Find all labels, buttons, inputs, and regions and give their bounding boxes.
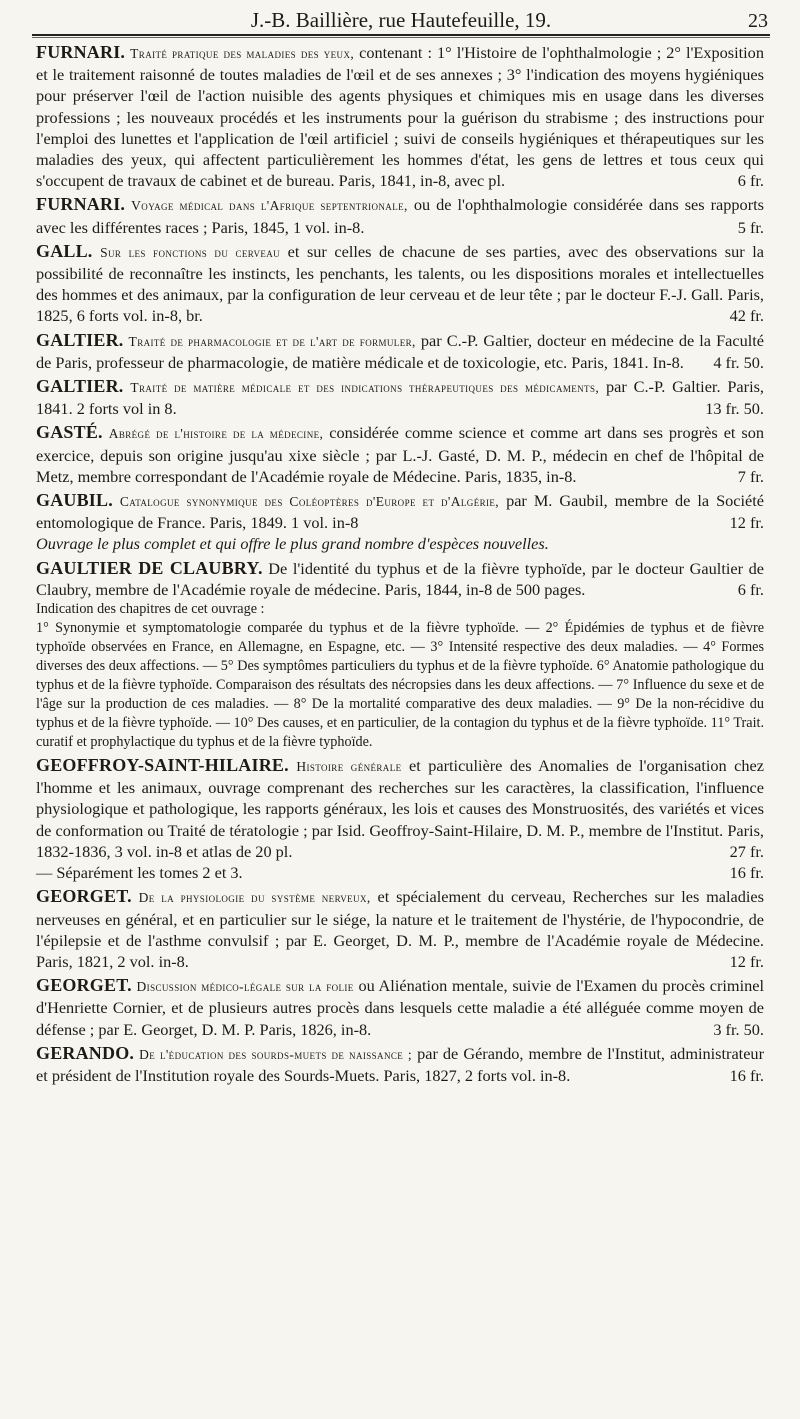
entry-author: GASTÉ. — [36, 422, 103, 443]
entry-author: GALL. — [36, 240, 93, 261]
entry-title: Voyage médical dans l'Afrique septentrionale, — [131, 198, 408, 214]
catalogue-entry — [36, 975, 764, 1040]
catalogue-entry — [36, 755, 764, 883]
entry-author: GAUBIL. — [36, 490, 113, 511]
entry-text: considérée comme science et comme art dans ses progrès et son exercice, depuis son origine jusqu'au xixe siècle ; par L.-J. Gasté, D. M. P., médecin en chef de l'hôpital de Metz, membre correspondant de l'Académie royale de Médecine. Paris, 1835, in-8. — [36, 423, 765, 486]
catalogue-entry — [36, 1043, 764, 1086]
entry-title: Traité de pharmacologie et de l'art de formuler, — [128, 333, 416, 349]
entry-price: 6 fr. — [737, 579, 764, 599]
entry-price: 16 fr. — [729, 1065, 764, 1085]
entry-remark: Ouvrage le plus complet et qui offre le plus grand nombre d'espèces nouvelles. — [36, 534, 549, 554]
note-heading: Indication des chapitres de cet ouvrage : — [36, 601, 265, 618]
publisher-line: J.-B. Baillière, rue Hautefeuille, 19. — [250, 7, 552, 32]
entry-author: GEORGET. — [36, 886, 132, 907]
note-body: 1° Synonymie et symptomatologie comparée du typhus et de la fièvre typhoïde. — 2° Épidémies de typhus et de fièvre typhoïde observées en France, en Allemagne, en Espagne, etc. — 3° Intensité respective des deux maladies. — 4° Formes diverses des deux affections. — 5° Des symptômes particuliers du typhus et de la fièvre typhoïde. 6° Anatomie pathologique du typhus et de la fièvre typhoïde. Comparaison des résultats des nécropsies dans les deux affections. — 7° Influence du sexe et de l'âge sur la production de ces maladies. — 8° De la mortalité comparative des deux maladies. — 9° De la non-récidive du typhus et de la fièvre typhoïde. — 10° Des causes, et en particulier, de la contagion du typhus et de la fièvre typhoïde. 11° Trait. curatif et prophylactique du typhus et de la fièvre typhoïde. — [36, 620, 764, 751]
catalogue-entry — [36, 330, 764, 373]
page-number: 23 — [748, 10, 768, 32]
catalogue-entry — [36, 886, 764, 972]
entry-author: GAULTIER DE CLAUBRY. — [36, 557, 263, 578]
entry-title: Histoire générale — [296, 759, 402, 775]
entry-title: Catalogue synonymique des Coléoptères d'Europe et d'Algérie, — [119, 494, 500, 510]
catalogue-entry — [36, 558, 764, 752]
entry-author: GALTIER. — [36, 329, 124, 350]
entry-price: 5 fr. — [737, 217, 764, 237]
catalogue-entry — [36, 241, 764, 327]
entry-text: par C.-P. Galtier, docteur en médecine de la Faculté de Paris, professeur de pharmacologie, de matière médicale et de toxicologie, etc. Paris, 1841. In-8. — [36, 330, 764, 372]
entry-author: GEOFFROY-SAINT-HILAIRE. — [36, 755, 289, 776]
entry-text: et sur celles de chacune de ses parties, avec des observations sur la possibilité de reconnaître les instincts, les penchants, les talents, ou les dispositions morales et intellectuelles des hommes et des animaux, par la configuration de leur cerveau et de leur tête ; par le docteur F.-J. Gall. Paris, 1825, 6 forts vol. in-8, br. — [36, 241, 765, 326]
entry-title: Traité pratique des maladies des yeux, — [130, 46, 355, 61]
entry-text: De l'identité du typhus et de la fièvre typhoïde, par le docteur Gaultier de Claubry, membre de l'Académie royale de médecine. Paris, 1844, in-8 de 500 pages. — [36, 558, 764, 599]
entry-price: 13 fr. 50. — [705, 399, 764, 419]
running-header — [32, 6, 770, 36]
entry-title: Discussion médico-légale sur la folie — [136, 979, 354, 995]
entry-author: GEORGET. — [36, 975, 132, 996]
entry-author: GALTIER. — [36, 376, 124, 397]
entry-text: ou Aliénation mentale, suivie de l'Examen du procès criminel d'Henriette Cornier, et de plusieurs autres procès dans lesquels cette maladie a été alléguée comme moyen de défense ; par E. Georget, D. M. P. Paris, 1826, in-8. — [36, 976, 765, 1039]
entry-text: par M. Gaubil, membre de la Société entomologique de France. Paris, 1849. 1 vol. in-8 — [36, 491, 764, 533]
entry-price: 6 fr. — [737, 171, 764, 191]
entry-author: GERANDO. — [36, 1042, 135, 1063]
catalogue-entry — [36, 422, 764, 487]
entry-price: 27 fr. — [729, 841, 764, 861]
header-rule — [32, 37, 770, 38]
catalogue-entries — [36, 42, 764, 1089]
entry-text: par C.-P. Galtier. Paris, 1841. 2 forts vol in 8. — [36, 377, 764, 419]
entry-price: 12 fr. — [729, 951, 764, 971]
entry-text: et spécialement du cerveau, Recherches sur les maladies nerveuses en général, et en particulier sur le siége, la nature et le traitement de l'hystérie, de l'hypocondrie, de l'épilepsie et de l'asthme convulsif ; par E. Georget, D. M. P., membre de l'Académie royale de Médecine. Paris, 1821, 2 vol. in-8. — [36, 887, 764, 971]
entry-text: contenant : 1° l'Histoire de l'ophthalmologie ; 2° l'Exposition et le traitement raisonné de toutes maladies de l'œil et de ses annexes ; 3° l'indication des moyens hygiéniques pour préserver l'œil de l'action nuisible des agents physiques et chimiques mis en usage dans les diverses professions ; les nouveaux procédés et les instruments pour la guérison du strabisme ; des instructions pour l'emploi des lunettes et l'application de l'œil artificiel ; suivi de conseils hygiéniques et thérapeutiques sur les maladies des yeux, qui affectent particulièrement les hommes d'état, les gens de lettres et tous ceux qui s'occupent de travaux de cabinet et de bureau. Paris, 1841, in-8, avec pl. — [36, 43, 764, 191]
catalogue-entry — [36, 376, 764, 419]
catalogue-entry — [36, 490, 764, 555]
entry-title: Traité de matière médicale et des indications thérapeutiques des médicaments, — [130, 380, 600, 396]
catalogue-entry — [36, 194, 764, 237]
chapter-note — [36, 600, 764, 752]
entry-price: 42 fr. — [729, 306, 764, 326]
entry-title: Sur les fonctions du cerveau — [100, 244, 281, 260]
entry-extra: — Séparément les tomes 2 et 3. — [36, 863, 243, 883]
catalogue-entry — [36, 42, 764, 191]
entry-title: De la physiologie du système nerveux, — [138, 890, 371, 906]
entry-price: 3 fr. 50. — [713, 1019, 764, 1039]
entry-title: De l'éducation des sourds-muets de naissance ; — [139, 1046, 413, 1062]
entry-title: Abrégé de l'histoire de la médecine, — [108, 426, 324, 442]
entry-author: FURNARI. — [36, 194, 126, 215]
entry-extra-price: 16 fr. — [729, 863, 764, 883]
entry-price: 4 fr. 50. — [713, 352, 764, 372]
entry-text: et particulière des Anomalies de l'organisation chez l'homme et les animaux, ouvrage comprenant des recherches sur les caractères, la classification, l'influence physiologique et pathologique, les rapports généraux, les lois et causes des Monstruosités, des variétés et vices de conformation ou Traité de tératologie ; par Isid. Geoffroy-Saint-Hilaire, D. M. P., membre de l'Institut. Paris, 1832-1836, 3 vol. in-8 et atlas de 20 pl. — [36, 756, 764, 861]
entry-text: ou de l'ophthalmologie considérée dans ses rapports avec les différentes races ; Paris, 1845, 1 vol. in-8. — [36, 195, 764, 237]
entry-author: FURNARI. — [36, 42, 126, 62]
entry-text: par de Gérando, membre de l'Institut, administrateur et président de l'Institution royale des Sourds-Muets. Paris, 1827, 2 forts vol. in-8. — [36, 1043, 764, 1085]
entry-price: 7 fr. — [737, 466, 764, 486]
entry-price: 12 fr. — [729, 513, 764, 533]
